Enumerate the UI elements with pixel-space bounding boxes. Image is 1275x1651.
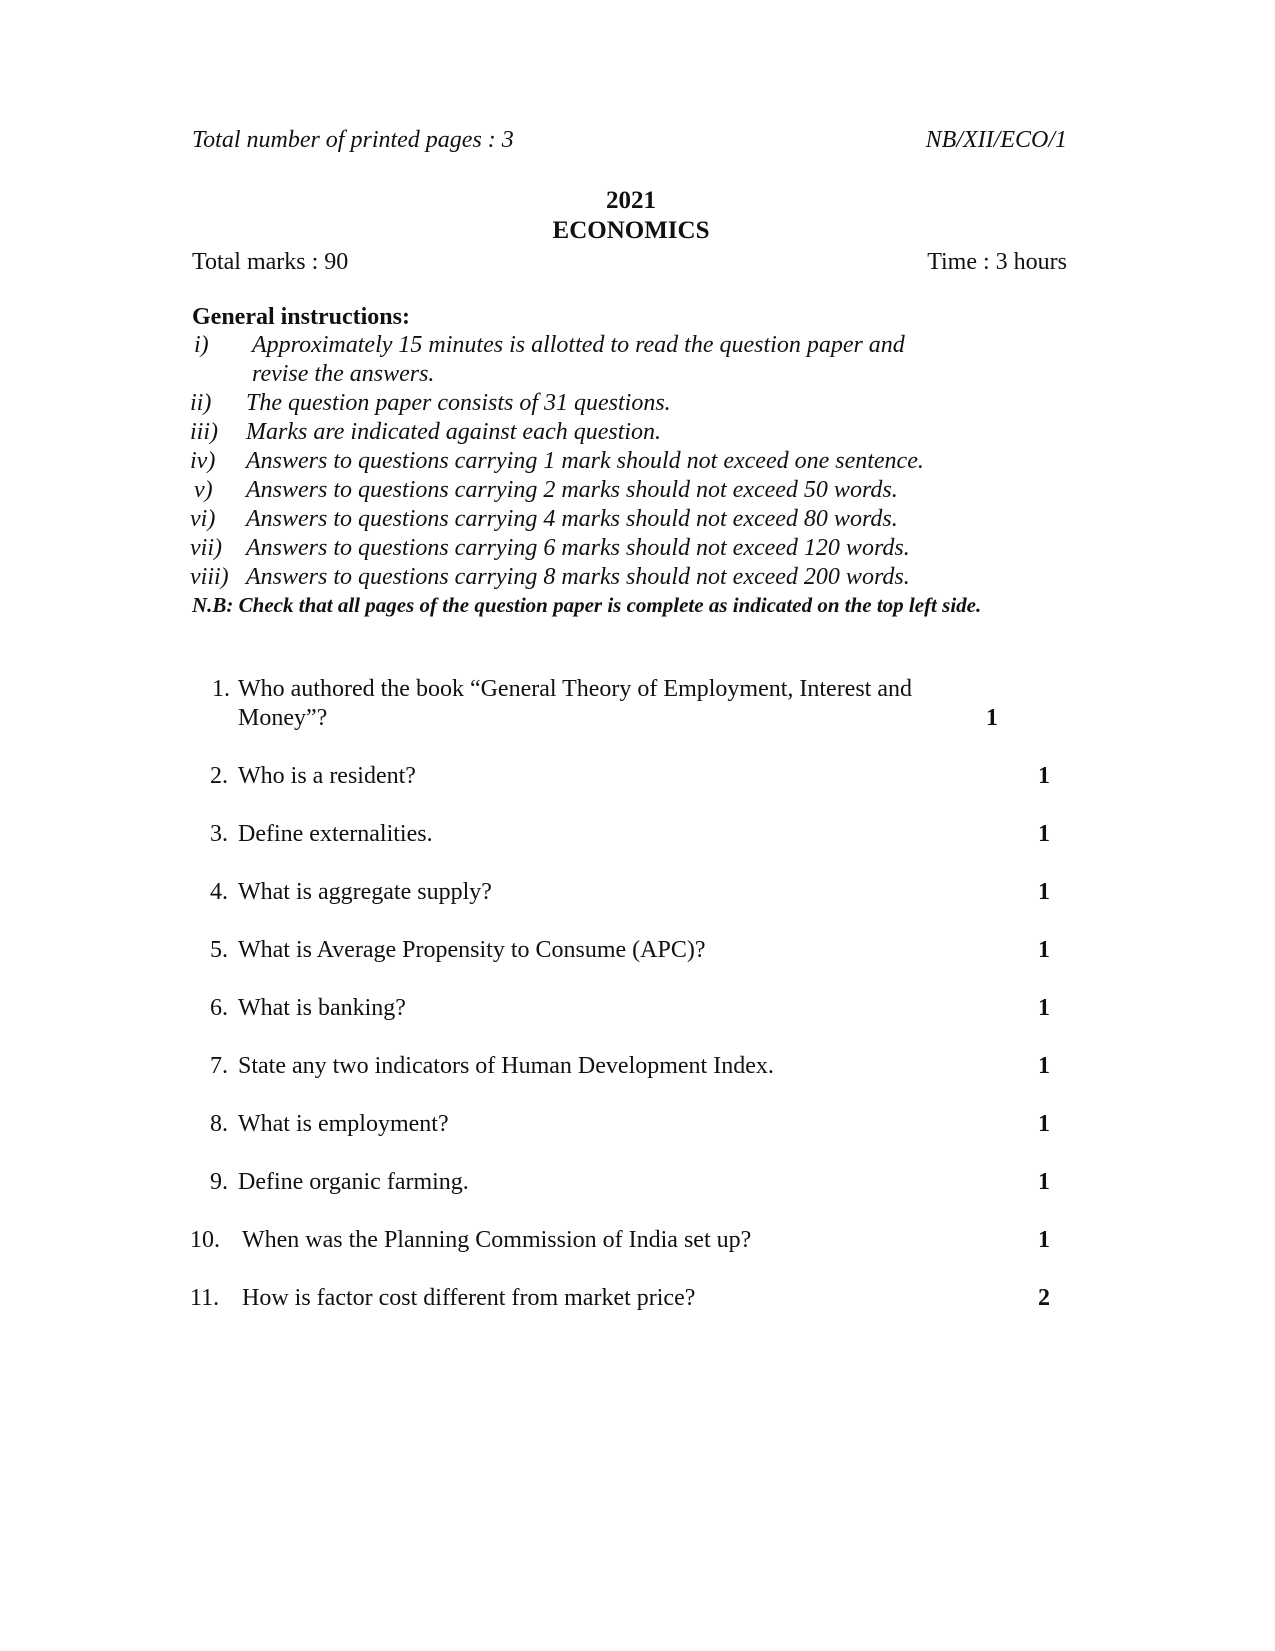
question-text: Define externalities.	[238, 821, 433, 847]
question-text: Who is a resident?	[238, 763, 416, 789]
question-marks: 1	[1038, 995, 1050, 1021]
instruction-text: Answers to questions carrying 2 marks should not exceed 50 words.	[246, 477, 898, 503]
nb-note: N.B: Check that all pages of the question paper is complete as indicated on the top left side.	[192, 593, 982, 617]
question-number: 9.	[210, 1169, 228, 1195]
question-text: What is aggregate supply?	[238, 879, 492, 905]
instruction-item	[190, 389, 1090, 418]
exam-year: 2021	[606, 187, 656, 214]
instruction-number: iv)	[190, 448, 216, 474]
instruction-item	[190, 563, 1090, 592]
exam-time: Time : 3 hours	[927, 249, 1067, 275]
question-number: 8.	[210, 1111, 228, 1137]
exam-subject: ECONOMICS	[552, 217, 710, 244]
question-marks: 1	[1038, 1111, 1050, 1137]
question-list	[190, 675, 1050, 1313]
question-marks: 1	[1038, 1053, 1050, 1079]
question-row	[190, 733, 1050, 791]
question-row	[190, 1081, 1050, 1139]
instruction-text: Answers to questions carrying 8 marks should not exceed 200 words.	[246, 564, 910, 590]
instruction-number: i)	[194, 332, 209, 358]
question-text: What is banking?	[238, 995, 406, 1021]
question-number: 5.	[210, 937, 228, 963]
question-row	[190, 849, 1050, 907]
question-text: State any two indicators of Human Development Index.	[238, 1053, 774, 1079]
instruction-text: Approximately 15 minutes is allotted to read the question paper and revise the answers.	[252, 332, 905, 387]
question-text: When was the Planning Commission of India set up?	[242, 1227, 752, 1253]
instruction-item	[190, 331, 1090, 389]
question-marks: 1	[1038, 1169, 1050, 1195]
question-row	[190, 1139, 1050, 1197]
instruction-number: iii)	[190, 419, 218, 445]
question-row	[190, 965, 1050, 1023]
question-number: 1.	[212, 676, 230, 702]
instruction-item	[190, 418, 1090, 447]
question-row	[190, 791, 1050, 849]
question-text: How is factor cost different from market price?	[242, 1285, 696, 1311]
instruction-item	[190, 447, 1090, 476]
question-text: What is Average Propensity to Consume (APC)?	[238, 937, 706, 963]
instruction-text: The question paper consists of 31 questions.	[246, 390, 671, 416]
instruction-item	[190, 505, 1090, 534]
question-number: 2.	[210, 763, 228, 789]
instruction-number: vi)	[190, 506, 216, 532]
question-number: 7.	[210, 1053, 228, 1079]
question-row	[190, 1023, 1050, 1081]
question-marks: 1	[1038, 879, 1050, 905]
question-text: Define organic farming.	[238, 1169, 469, 1195]
instruction-item	[190, 476, 1090, 505]
question-marks: 2	[1038, 1285, 1050, 1311]
instruction-text: Answers to questions carrying 4 marks should not exceed 80 words.	[246, 506, 898, 532]
printed-pages-label: Total number of printed pages : 3	[192, 127, 514, 153]
question-number: 10.	[190, 1227, 220, 1253]
question-marks: 1	[1038, 1227, 1050, 1253]
question-marks: 1	[1038, 937, 1050, 963]
paper-code: NB/XII/ECO/1	[925, 127, 1067, 153]
instruction-text: Answers to questions carrying 6 marks should not exceed 120 words.	[246, 535, 910, 561]
question-marks: 1	[1038, 821, 1050, 847]
instruction-text: Answers to questions carrying 1 mark should not exceed one sentence.	[246, 448, 924, 474]
question-text: What is employment?	[238, 1111, 449, 1137]
instructions-heading: General instructions:	[192, 304, 410, 330]
question-row	[190, 1255, 1050, 1313]
question-text: Who authored the book “General Theory of Employment, Interest and Money”?	[238, 676, 913, 731]
instruction-item	[190, 534, 1090, 563]
question-row	[190, 1197, 1050, 1255]
instruction-text: Marks are indicated against each question.	[246, 419, 662, 445]
total-marks: Total marks : 90	[192, 249, 349, 275]
question-marks: 1	[986, 705, 998, 731]
question-number: 6.	[210, 995, 228, 1021]
instruction-number: v)	[194, 477, 213, 503]
instruction-number: viii)	[190, 564, 229, 590]
instruction-number: ii)	[190, 390, 212, 416]
question-number: 11.	[190, 1285, 220, 1311]
question-number: 3.	[210, 821, 228, 847]
question-row	[190, 907, 1050, 965]
question-marks: 1	[1038, 763, 1050, 789]
question-row	[190, 675, 1050, 733]
question-number: 4.	[210, 879, 228, 905]
instructions-list	[190, 331, 1090, 592]
instruction-number: vii)	[190, 535, 222, 561]
